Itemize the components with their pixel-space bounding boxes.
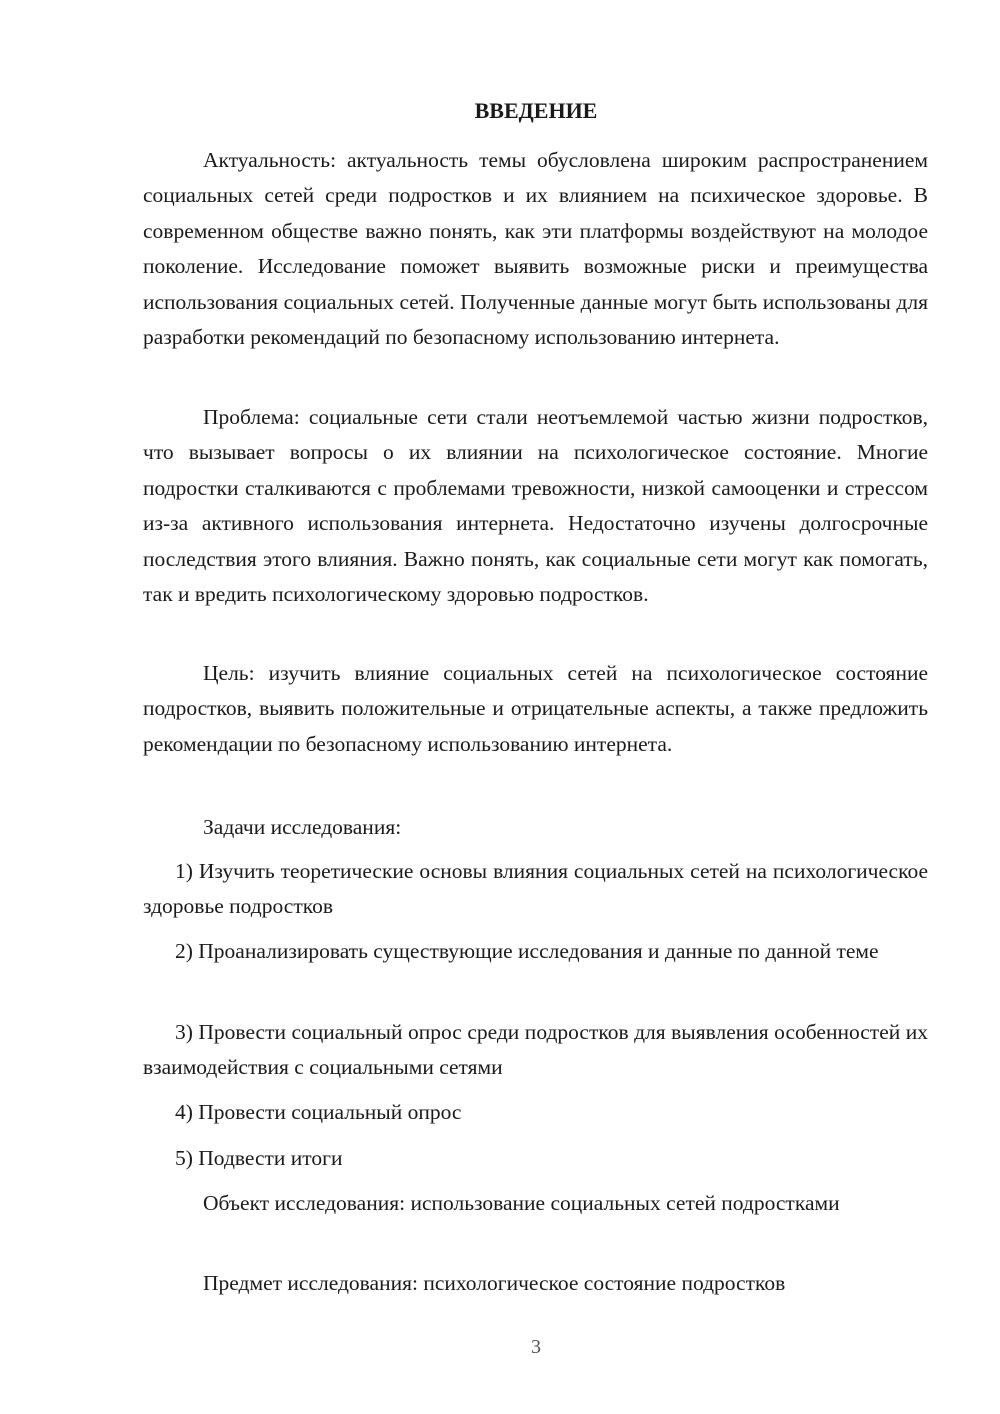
paragraph-problem: Проблема: социальные сети стали неотъемлемой частью жизни подростков, что вызывает вопросы о их влиянии на психологическое состояние. Многие подростки сталкиваются с проблемами тревожности, низкой самооценки и стрессом из-за активного использования интернета. Недостаточно изучены долгосрочные последствия этого влияния. Важно понять, как социальные сети могут как помогать, так и вредить психологическому здоровью подростков.: [143, 405, 928, 607]
paragraph-relevance: Актуальность: актуальность темы обусловлена широким распространением социальных сетей среди подростков и их влиянием на психическое здоровье. В современном обществе важно понять, как эти платформы воздействуют на молодое поколение. Исследование поможет выявить возможные риски и преимущества использования социальных сетей. Полученные данные могут быть использованы для разработки рекомендаций по безопасному использованию интернета.: [143, 148, 928, 350]
paragraph-goal: Цель: изучить влияние социальных сетей на психологическое состояние подростков, выявить положительные и отрицательные аспекты, а также предложить рекомендации по безопасному использованию интернета.: [143, 661, 928, 756]
page-number: 3: [531, 1336, 541, 1358]
task-item-5: 5) Подвести итоги: [175, 1146, 343, 1170]
task-item-2: 2) Проанализировать существующие исследования и данные по данной теме: [175, 939, 879, 963]
paragraph-subject: Предмет исследования: психологическое состояние подростков: [203, 1271, 786, 1295]
paragraph-object: Объект исследования: использование социальных сетей подростками: [203, 1191, 840, 1215]
section-heading: ВВЕДЕНИЕ: [474, 98, 598, 123]
tasks-title: Задачи исследования:: [203, 815, 402, 839]
task-item-3: 3) Провести социальный опрос среди подростков для выявления особенностей их взаимодействия с социальными сетями: [143, 1020, 928, 1080]
task-item-4: 4) Провести социальный опрос: [175, 1100, 462, 1124]
task-item-1: 1) Изучить теоретические основы влияния социальных сетей на психологическое здоровье подростков: [143, 859, 928, 919]
